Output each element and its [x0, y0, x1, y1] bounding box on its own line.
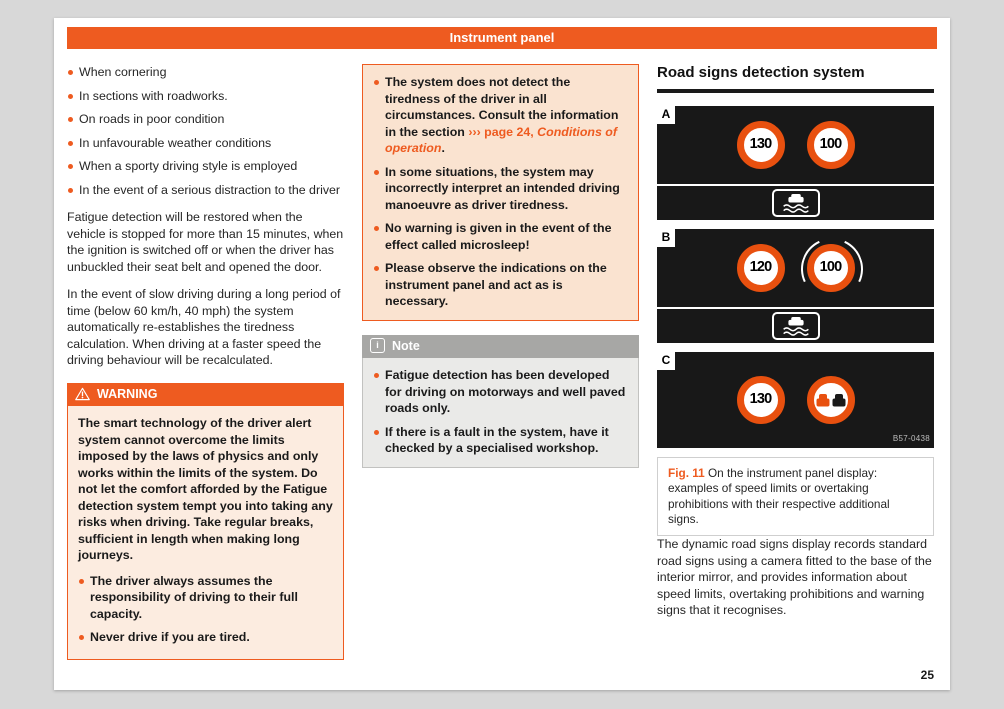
no-overtaking-sign-face	[807, 376, 855, 424]
speed-limit-sign-130	[737, 376, 785, 424]
figure-11	[657, 106, 934, 536]
notice-box	[362, 64, 639, 321]
panel-c-signs	[657, 352, 934, 448]
no-overtaking-cars-icon	[816, 392, 846, 408]
section-heading: Road signs detection system	[657, 64, 865, 81]
notice-bullet: Please observe the indications on the instrument panel and act as is necessary.	[373, 260, 628, 310]
note-box	[362, 335, 639, 468]
content-columns	[67, 64, 937, 660]
speed-limit-sign-100-flashing	[807, 244, 855, 292]
no-overtaking-sign	[807, 376, 855, 424]
note-bullet: Fatigue detection has been developed for driving on motorways and well paved roads only.	[373, 367, 628, 417]
panel-a-signs	[657, 106, 934, 184]
condition-item: In the event of a serious distraction to the driver	[67, 182, 344, 199]
right-column	[657, 64, 934, 660]
warning-text: The smart technology of the driver alert system cannot overcome the limits imposed by the laws of physics and only works within the limits of the system. Do not let the comfort afforded by the Fatigue detection system tempt you into taking any risks when driving. Take regular breaks, sufficient in length when making long journeys.	[78, 416, 333, 563]
notice-bullet	[373, 74, 628, 157]
aquaplaning-warning-icon	[772, 312, 820, 340]
warning-body	[67, 406, 344, 660]
figure-panel-a	[657, 106, 934, 220]
speed-limit-sign-100	[807, 121, 855, 169]
manual-page	[54, 18, 950, 690]
figure-panel-c	[657, 352, 934, 448]
speed-limit-value: 100	[807, 244, 855, 292]
panel-b-additional	[657, 309, 934, 343]
heading-rule	[657, 89, 934, 93]
condition-item: In unfavourable weather conditions	[67, 135, 344, 152]
page-header-banner	[67, 27, 937, 49]
notice-text: The system does not detect the tiredness of the driver in all circumstances. Consult the information in the section	[385, 75, 619, 139]
info-icon: i	[370, 338, 385, 353]
speed-limit-value: 120	[737, 244, 785, 292]
page-number: 25	[920, 668, 934, 682]
conditions-of-operation-reference[interactable]: Conditions of operation	[385, 124, 618, 155]
fatigue-restore-paragraph: Fatigue detection will be restored when the vehicle is stopped for more than 15 minutes, when the ignition is switched off or when the driver has unbuckled their seat belt and opened the door.	[67, 210, 344, 274]
figure-caption-text: On the instrument panel display: examples of speed limits or overtaking prohibitions with their respective additional signs.	[668, 466, 890, 526]
condition-item: On roads in poor condition	[67, 111, 344, 128]
speed-limit-value: 100	[807, 121, 855, 169]
panel-label-c: C	[657, 352, 675, 370]
note-body	[362, 358, 639, 468]
panel-a-additional	[657, 186, 934, 220]
page-24-cross-reference[interactable]: ››› page 24,	[468, 124, 538, 139]
warning-bullet: Never drive if you are tired.	[78, 629, 333, 646]
figure-panel-b	[657, 229, 934, 343]
aquaplaning-warning-icon	[772, 189, 820, 217]
slow-driving-paragraph: In the event of slow driving during a long period of time (below 60 km/h, 40 mph) the system automatically re-establishes the tiredness calculation. When driving at a faster speed the driving behaviour will be recalculated.	[67, 287, 341, 367]
warning-box	[67, 383, 344, 660]
notice-text-end: .	[441, 141, 445, 155]
panel-b-signs	[657, 229, 934, 307]
road-signs-paragraph: The dynamic road signs display records standard road signs using a camera fitted to the base of the interior mirror, and provides information about speed limits, overtaking prohibitions and warning signs that it recognises.	[657, 537, 932, 618]
speed-limit-value: 130	[737, 376, 785, 424]
note-bullet-list	[373, 367, 628, 457]
note-bullet: If there is a fault in the system, have it checked by a specialised workshop.	[373, 424, 628, 457]
warning-bullet: The driver always assumes the responsibility of driving to their full capacity.	[78, 573, 333, 623]
note-header	[362, 335, 639, 359]
notice-bullet: In some situations, the system may incorrectly interpret an intended driving manoeuvre as driver tiredness.	[373, 164, 628, 214]
figure-number: Fig. 11	[668, 466, 705, 480]
panel-label-a: A	[657, 106, 675, 124]
notice-bullet-list	[373, 74, 628, 310]
left-column	[67, 64, 344, 660]
warning-triangle-icon	[75, 387, 90, 401]
speed-limit-sign-120	[737, 244, 785, 292]
figure-reference-code: B57-0438	[892, 434, 930, 444]
condition-item: In sections with roadworks.	[67, 88, 344, 105]
warning-bullet-list	[78, 573, 333, 646]
middle-column	[362, 64, 639, 660]
note-title: Note	[392, 338, 420, 353]
warning-header	[67, 383, 344, 407]
condition-item: When cornering	[67, 64, 344, 81]
warning-title: WARNING	[97, 386, 158, 401]
condition-list	[67, 64, 344, 198]
speed-limit-sign-130	[737, 121, 785, 169]
condition-item: When a sporty driving style is employed	[67, 158, 344, 175]
figure-caption	[657, 457, 934, 536]
speed-limit-value: 130	[737, 121, 785, 169]
panel-label-b: B	[657, 229, 675, 247]
page-header-title: Instrument panel	[449, 30, 555, 45]
notice-bullet: No warning is given in the event of the effect called microsleep!	[373, 220, 628, 253]
